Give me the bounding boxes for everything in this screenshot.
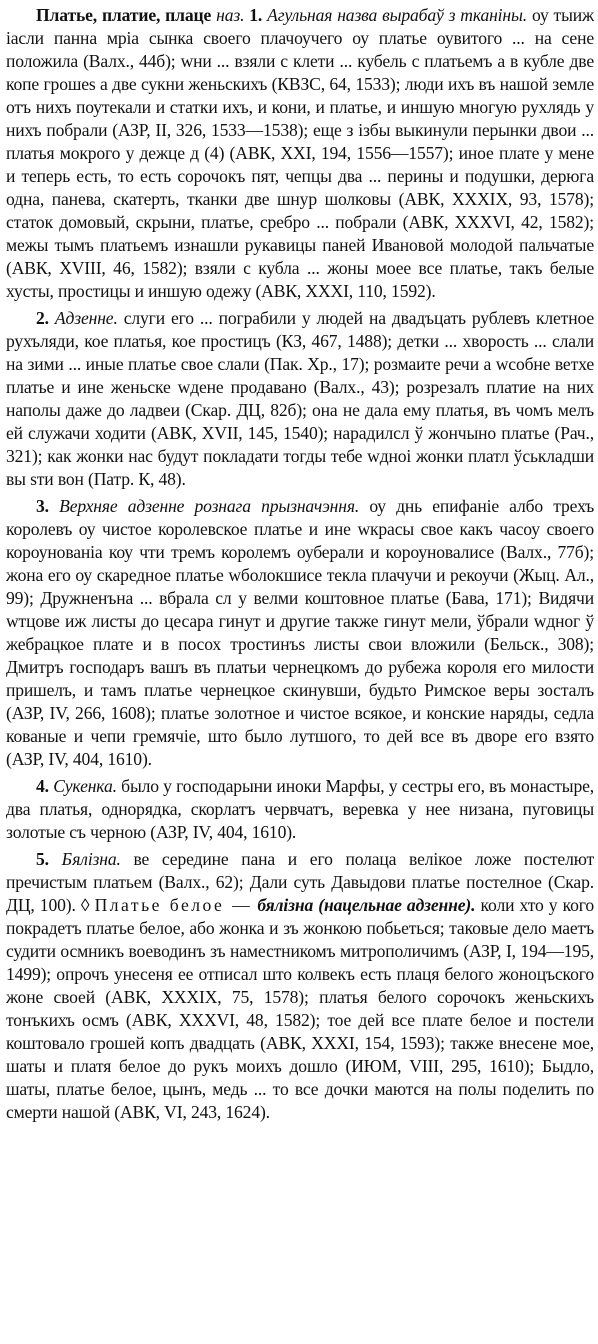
sense-number: 1. <box>249 5 263 25</box>
sense-citations: ве середине пана и его полаца велікое ложе постелют пречистым платьем (Валх., 62); Дали суть Давыдови платье постелное (Скар. ДЦ, 100). <box>6 849 595 915</box>
sense-2 <box>6 307 594 491</box>
sense-definition: Агульная назва вырабаў з тканіны. <box>267 5 528 25</box>
sense-citations: оу тыиж іасли панна мріа сынка своего плачоучего оу платье оувитого ... на сене положила (Валх., 44б); wни ... взяли с клети ... кубель с платьемъ а в кубле две копе грошеs а две сукни женьскихъ (КВЗС, 64, 1533); люди ихъ въ нашой земле отъ нихъ поутекали и статки ихъ, и кони, и платье, и иншую многую рухлядь у нихъ побрали (АЗР, II, 326, 1533—1538); еще з ізбы выкинули перынки двои ... платья мокрого у дежце д (4) (АВК, XXI, 194, 1556—1557); иное плате у мене и теперь есть, то есть сорочокъ пят, чепцы два ... перины и подушки, дерюга одна, панева, скатерть, тканки две шнур шолковы (АВК, XXXIX, 93, 1578); статок домовый, скрыни, платье, сребро ... побрали (АВК, XXXVI, 42, 1582); межы тымъ платьемъ изнашли рукавицы паней Ивановой молодой пальчатые (АВК, XVIII, 46, 1582); взяли с кубла ... жоны моее все платье, такъ белые хусты, простицы и иншую одежу (АВК, XXXI, 110, 1592). <box>6 5 595 301</box>
sense-definition: Адзенне. <box>54 308 118 328</box>
phrase-marker: ◊ <box>80 895 90 915</box>
sense-number: 5. <box>36 849 49 869</box>
sense-citations: слуги его ... пограбили у людей на двадъцать рублевъ клетное рухъляди, кое платья, кое простицъ (КЗ, 467, 1488); детки ... хворость ... слали на зими ... иные платье свое слали (Пак. Хр., 17); розмаите речи а wсобне ветхе платье и ине женьске wдене продавано (Валх., 43); розрезалъ платие на них наполы даже до ладвеи (Скар. ДЦ, 82б); она не дала ему платья, въ чомъ мелъ ей служачи ходити (АВК, XVII, 145, 1540); нарадилсл ў жончыно платье (Рач., 321); как жонки нас будут покладати тогды тебе wдноi жонки платл ўськладши вы sти вон (Патр. К, 48). <box>6 308 595 489</box>
phrase-citations: коли хто у кого покрадетъ платье белое, або жонка и зъ жонкою побьеться; таковые дело маетъ судити осмникъ воеводинъ зъ наместникомъ митрополичимъ (АЗР, I, 194—195, 1499); опрочъ унесеня ее отписал што колвекъ есть плаця белого жоноцъского жоне своей (АВК, XXXIX, 75, 1578); платья белого сорочокъ женьскихъ тонъкихъ осмъ (АВК, XXXVI, 48, 1582); тое дей все плате белое и постели коштовало грошей копъ двадцать (АВК, XXXI, 154, 1593); также внесене мое, шаты и платя белое до рукъ моихъ дошло (ИЮМ, VIII, 295, 1610); Быдло, шаты, платье белое, цынъ, медь ... то все дочки маются на полы поделить по смерти нашой (АВК, VI, 243, 1624). <box>6 895 595 1122</box>
sense-citations: оу днь епифаніе албо трехъ королевъ оу чистое королевское платье и ине wкрасы свое какъ часоу своего короунованіа коу чти тремъ королемъ оуберали и короуновалисе (Валх., 77б); жона его оу скаредное платье wболокшисе текла плачучи и рекоучи (Жыц. Ал., 99); Дружненъна ... вбрала сл у велми коштовное платье (Бава, 171); Видячи wтцове иж листы до цесара гинут и другие также гинут мели, ўбрали wдног ў жебрацкое плате и в посох тростинъs листы свои вложили (Бельск., 308); Дмитръ господаръ вашъ въ платьи чернецкомъ до рубежа короля его милости пришелъ, и тамъ платье чернецкое скинувши, будьто Римское веры зосталъ (АЗР, IV, 266, 1608); платье золотное и чистое всякое, и конские наряды, седла кованые и чепи гремячіе, што было лутшого, то дей все въ дворе его взято (АЗР, IV, 404, 1610). <box>6 496 595 769</box>
sense-citations: было у господарыни иноки Марфы, у сестры его, въ монастыре, два платья, однорядка, скорлатъ червчатъ, веревка у нее низана, пуговицы золотые съ черною (АЗР, IV, 404, 1610). <box>6 776 595 842</box>
sense-definition: Сукенка. <box>53 776 117 796</box>
sense-number: 2. <box>36 308 49 328</box>
sense-number: 3. <box>36 496 49 516</box>
part-of-speech: наз. <box>216 5 245 25</box>
phrase-headword: Платье белое — <box>94 895 253 915</box>
sense-3 <box>6 495 594 771</box>
phrase-definition: бялізна (нацельнае адзенне). <box>257 895 476 915</box>
sense-number: 4. <box>36 776 49 796</box>
sense-definition: Бялізна. <box>61 849 121 869</box>
sense-definition: Верхняе адзенне рознага прызначэння. <box>59 496 360 516</box>
sense-1 <box>6 4 594 303</box>
sense-5 <box>6 848 594 1124</box>
headword: Платье, платие, плаце <box>36 5 212 25</box>
sense-4 <box>6 775 594 844</box>
